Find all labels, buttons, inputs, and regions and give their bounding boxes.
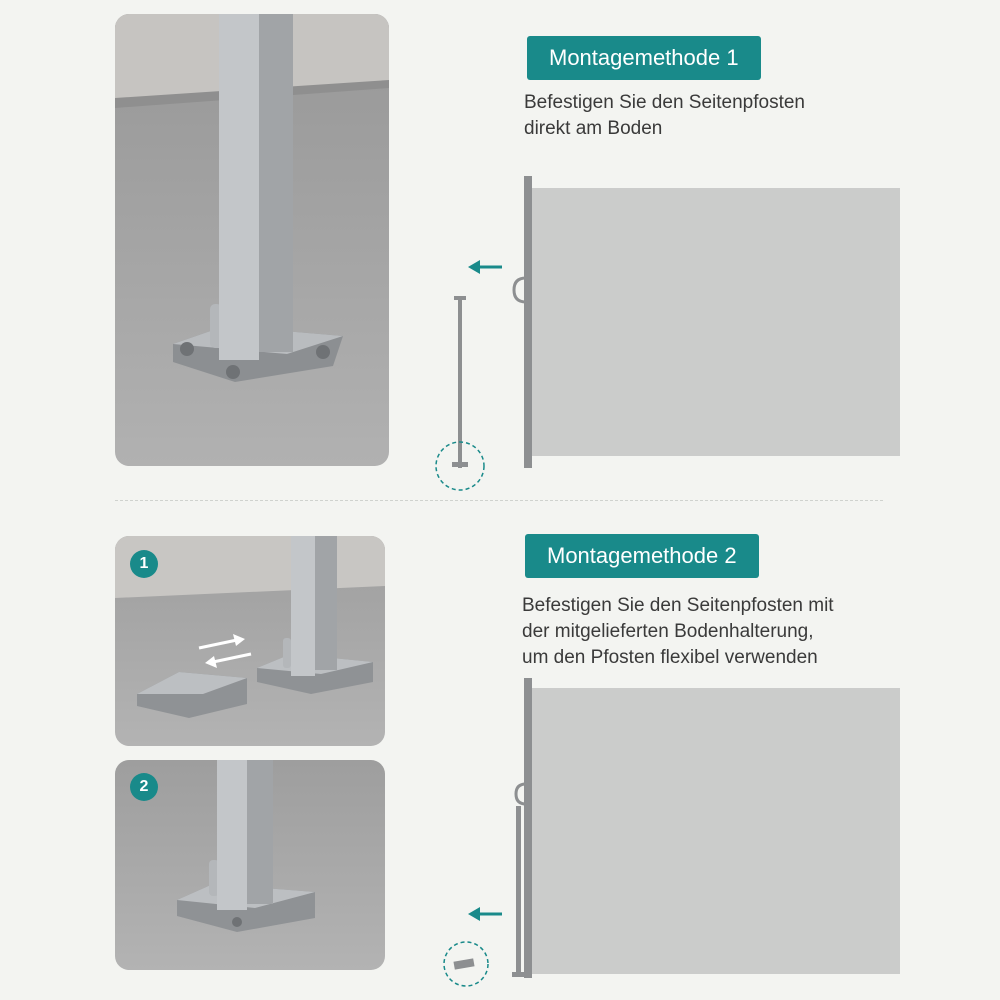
method2-description-line-3: um den Pfosten flexibel verwenden [522, 647, 818, 668]
method2-screen-figure [430, 672, 900, 988]
step-1-badge: 1 [130, 550, 158, 578]
arrow-left-icon [468, 260, 502, 274]
method2-description-line-2: der mitgelieferten Bodenhalterung, [522, 621, 814, 642]
section-divider [115, 500, 883, 501]
method2-description [522, 593, 834, 671]
method1-screen-figure [430, 170, 900, 500]
method2-description-line-1: Befestigen Sie den Seitenpfosten mit [522, 595, 834, 616]
method1-description [524, 90, 805, 142]
step-2-badge: 2 [130, 773, 158, 801]
method1-description-line-2: direkt am Boden [524, 118, 663, 139]
method1-title: Montagemethode 1 [527, 36, 761, 80]
method2-title: Montagemethode 2 [525, 534, 759, 578]
method1-photo [115, 14, 389, 466]
arrow-left-icon [468, 907, 502, 921]
method1-description-line-1: Befestigen Sie den Seitenpfosten [524, 92, 805, 113]
